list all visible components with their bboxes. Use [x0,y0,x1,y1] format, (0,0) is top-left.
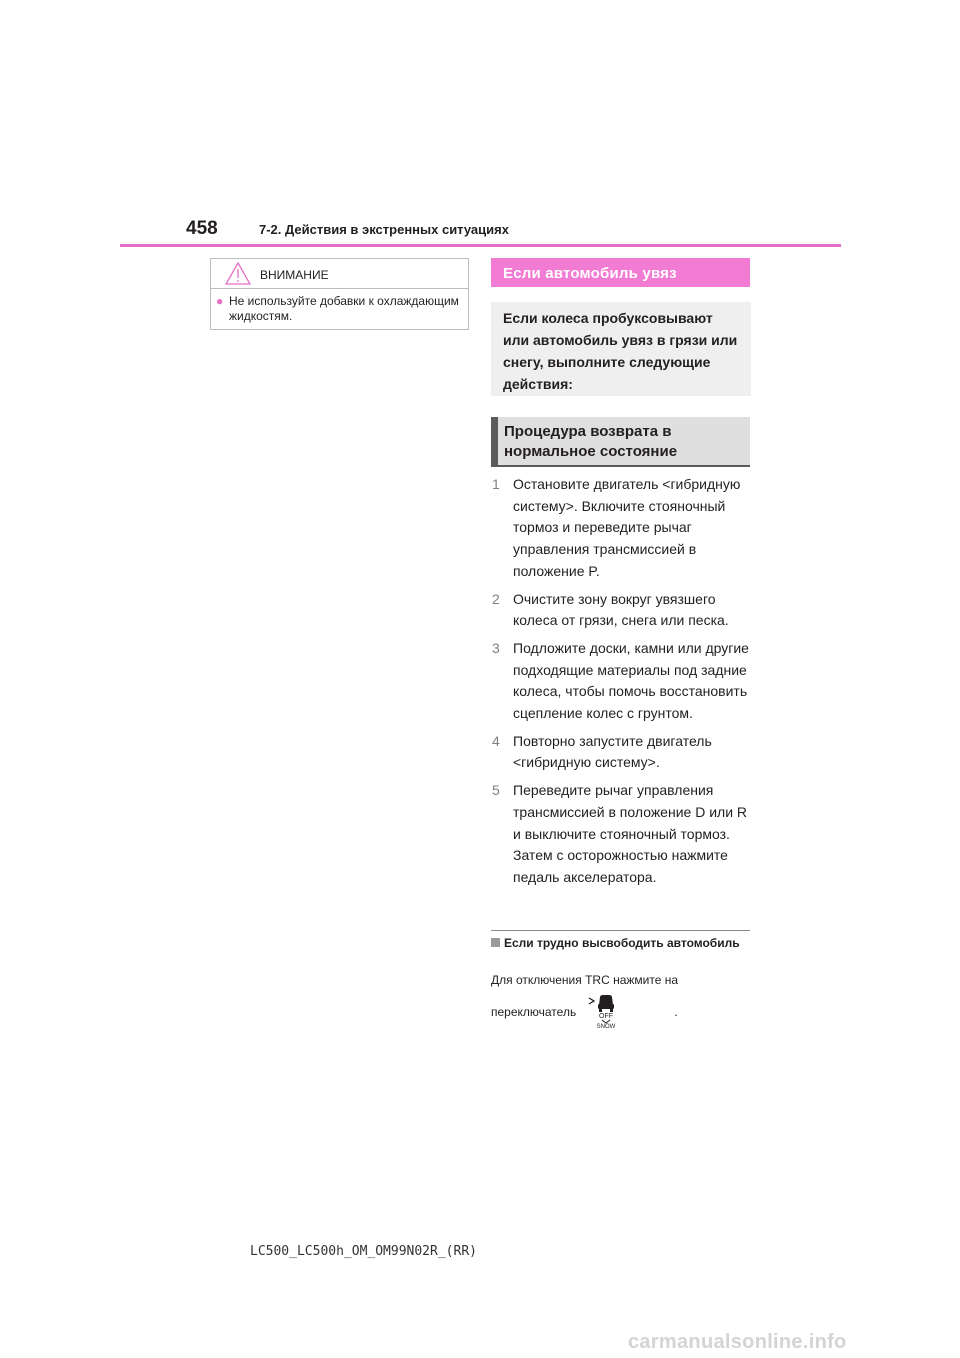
subsection-heading-text: Если трудно высвободить автомобиль [504,936,740,950]
step-text: Очистите зону вокруг увязшего колеса от грязи, снега или песка. [513,590,729,629]
warning-triangle-icon [225,262,251,285]
document-code: LC500_LC500h_OM_OM99N02R_(RR) [250,1244,477,1259]
caution-box [210,258,469,330]
subsection-rule [491,930,750,931]
step-text: Остановите двигатель <гибридную систему>. Включите стояночный тормоз и переведите рычаг управления трансмиссией в положение P. [513,476,741,579]
intro-box: Если колеса пробуксовывают или автомобиль увяз в грязи или снегу, выполните следующие действия: [491,302,751,396]
caution-text: Не используйте добавки к охлаждающим жидкостям. [229,294,459,323]
section-banner: Если автомобиль увяз [491,258,750,287]
step-number: 3 [492,639,500,656]
subsection-text-line2 [491,1005,678,1019]
sentence-end: . [674,1005,678,1019]
subsection-heading [491,936,751,950]
trc-off-label: OFF [599,1013,613,1020]
step-text: Повторно запустите двигатель <гибридную систему>. [513,732,712,771]
step-number: 2 [492,590,500,607]
step-number: 4 [492,732,500,749]
step-number: 5 [492,782,500,799]
step-text: Подложите доски, камни или другие подходящие материалы под задние колеса, чтобы помочь восстановить сцепление колес с грунтом. [513,639,749,722]
step-item [491,780,756,889]
step-text: Переведите рычаг управления трансмиссией в положение D или R и выключите стояночный тормоз. Затем с осторожностью нажмите педаль акселератора. [513,782,748,885]
trc-off-snow-switch-icon [587,991,623,1029]
switch-label: переключатель [491,1005,577,1019]
step-number: 1 [492,476,500,492]
step-item [491,638,756,725]
chapter-title: 7-2. Действия в экстренных ситуациях [259,222,509,237]
step-item [491,731,756,774]
procedure-title: Процедура возврата в нормальное состояние [491,417,750,467]
step-item [491,589,756,632]
caution-header [211,259,468,289]
bullet-icon: ● [216,294,224,308]
subsection-text-line1: Для отключения TRC нажмите на [491,973,679,987]
square-bullet-icon [491,938,500,947]
caution-title: ВНИМАНИЕ [260,268,329,282]
watermark: carmanualsonline.info [628,1331,847,1353]
header-rule [120,244,841,247]
trc-snow-label: SNOW [596,1024,616,1029]
caution-body [211,289,468,324]
step-list [491,474,756,895]
page-number: 458 [186,218,218,239]
step-item [491,474,756,583]
